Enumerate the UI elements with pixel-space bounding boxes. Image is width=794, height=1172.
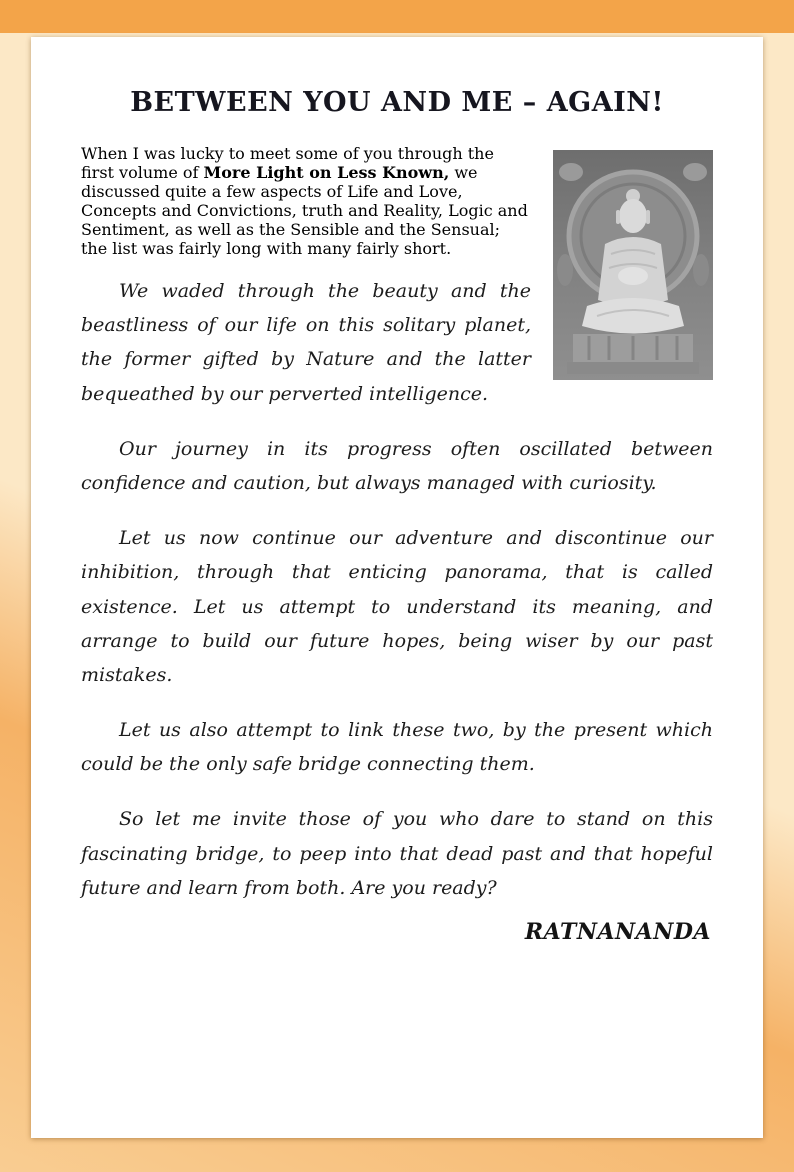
book-title-bold: More Light on Less Known,	[203, 163, 450, 182]
buddha-statue-image	[553, 150, 713, 380]
paragraph-1-text-end: we discussed quite a few aspects of Life and Love, Concepts and Convictions, truth and Reality, Logic and Sentiment, as well as the Sensible and the Sensual; the list was fairly long with many fairly short.	[81, 163, 528, 258]
paragraph-4: Let us now continue our adventure and discontinue our inhibition, through that enticing panorama, that is called existence. Let us attempt to understand its meaning, and arrange to build our future hopes, being wiser by our past mistakes.	[81, 527, 713, 686]
paragraph-6: So let me invite those of you who dare to stand on this fascinating bridge, to peep into that dead past and that hopeful future and learn from both. Are you ready?	[81, 808, 713, 899]
author-signature: RATNANANDA	[524, 919, 711, 945]
paragraph-3: Our journey in its progress often oscillated between confidence and caution, but always managed with curiosity.	[81, 437, 713, 494]
buddha-statue-graphic	[553, 150, 713, 380]
paragraph-2: We waded through the beauty and the beastliness of our life on this solitary planet, the former gifted by Nature and the latter bequeathed by our perverted intelligence.	[81, 280, 531, 405]
book-page	[31, 37, 763, 1138]
paragraph-1-text-start: When I was lucky to meet some of you through the first volume of	[81, 144, 494, 182]
paragraph-5: Let us also attempt to link these two, by the present which could be the only safe bridge connecting them.	[81, 719, 713, 776]
page-title: BETWEEN YOU AND ME – AGAIN!	[130, 87, 664, 118]
